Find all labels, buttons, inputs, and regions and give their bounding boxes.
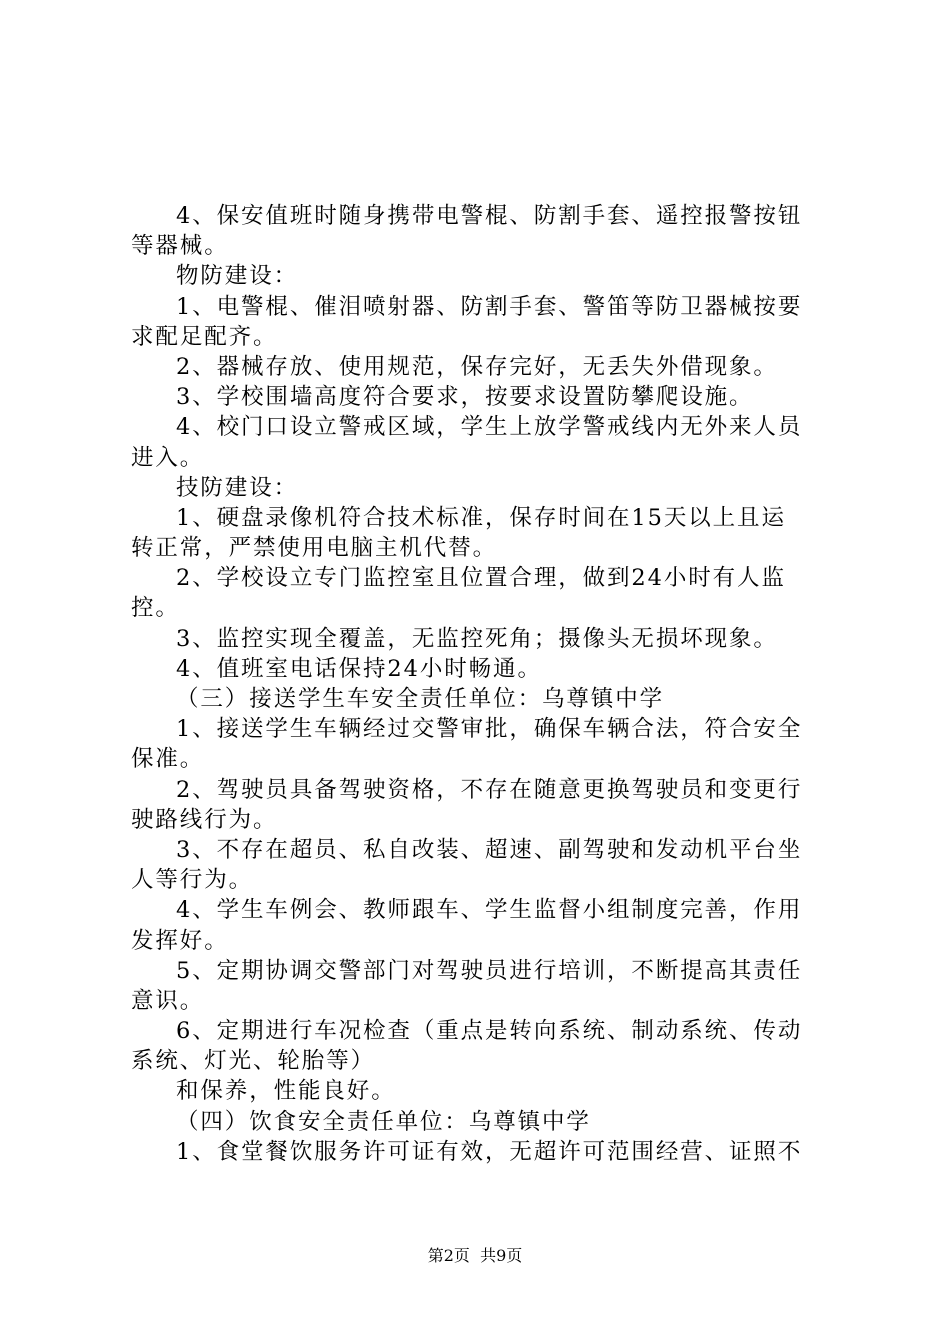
text-line: 3、监控实现全覆盖，无监控死角；摄像头无损坏现象。 [176, 625, 778, 652]
text-line: 驶路线行为。 [131, 806, 278, 833]
text-line: 4、学生车例会、教师跟车、学生监督小组制度完善，作用 [176, 897, 803, 924]
text-line: 进入。 [131, 444, 205, 471]
text-line: 3、不存在超员、私自改装、超速、副驾驶和发动机平台坐 [176, 836, 803, 863]
text-line: 和保养，性能良好。 [176, 1078, 396, 1105]
text-line: 求配足配齐。 [131, 323, 278, 350]
text-line: 2、驾驶员具备驾驶资格，不存在随意更换驾驶员和变更行 [176, 776, 803, 803]
text-line: 转正常，严禁使用电脑主机代替。 [131, 535, 498, 562]
text-line: 意识。 [131, 987, 205, 1014]
text-line: 等器械。 [131, 233, 229, 260]
text-line: 2、器械存放、使用规范，保存完好，无丢失外借现象。 [176, 353, 778, 380]
text-line: 物防建设： [176, 263, 299, 290]
text-line: 4、值班室电话保持24小时畅通。 [176, 655, 542, 682]
text-line: 保准。 [131, 746, 205, 773]
text-line: 4、保安值班时随身携带电警棍、防割手套、遥控报警按钮 [176, 203, 803, 229]
text-line: （三）接送学生车安全责任单位：乌尊镇中学 [176, 686, 665, 712]
text-line: 控。 [131, 595, 180, 622]
text-line: 3、学校围墙高度符合要求，按要求设置防攀爬设施。 [176, 384, 754, 411]
text-line: 发挥好。 [131, 927, 229, 954]
page-footer: 第2页 共9页 [427, 1246, 523, 1265]
text-line: 1、食堂餐饮服务许可证有效，无超许可范围经营、证照不 [176, 1138, 803, 1165]
text-line: （四）饮食安全责任单位：乌尊镇中学 [176, 1108, 591, 1135]
text-line: 系统、灯光、轮胎等） [131, 1048, 376, 1075]
text-line: 人等行为。 [131, 867, 254, 894]
text-line: 2、学校设立专门监控室且位置合理，做到24小时有人监 [176, 565, 786, 592]
text-line: 4、校门口设立警戒区域，学生上放学警戒线内无外来人员 [176, 414, 803, 441]
document-body [131, 201, 831, 1167]
text-line: 1、接送学生车辆经过交警审批，确保车辆合法，符合安全 [176, 716, 803, 743]
text-line: 1、硬盘录像机符合技术标准，保存时间在15天以上且运 [176, 504, 786, 531]
text-line: 6、定期进行车况检查（重点是转向系统、制动系统、传动 [176, 1018, 803, 1045]
text-line: 技防建设： [176, 474, 299, 501]
text-line: 1、电警棍、催泪喷射器、防割手套、警笛等防卫器械按要 [176, 293, 803, 320]
text-line: 5、定期协调交警部门对驾驶员进行培训，不断提高其责任 [176, 957, 803, 984]
